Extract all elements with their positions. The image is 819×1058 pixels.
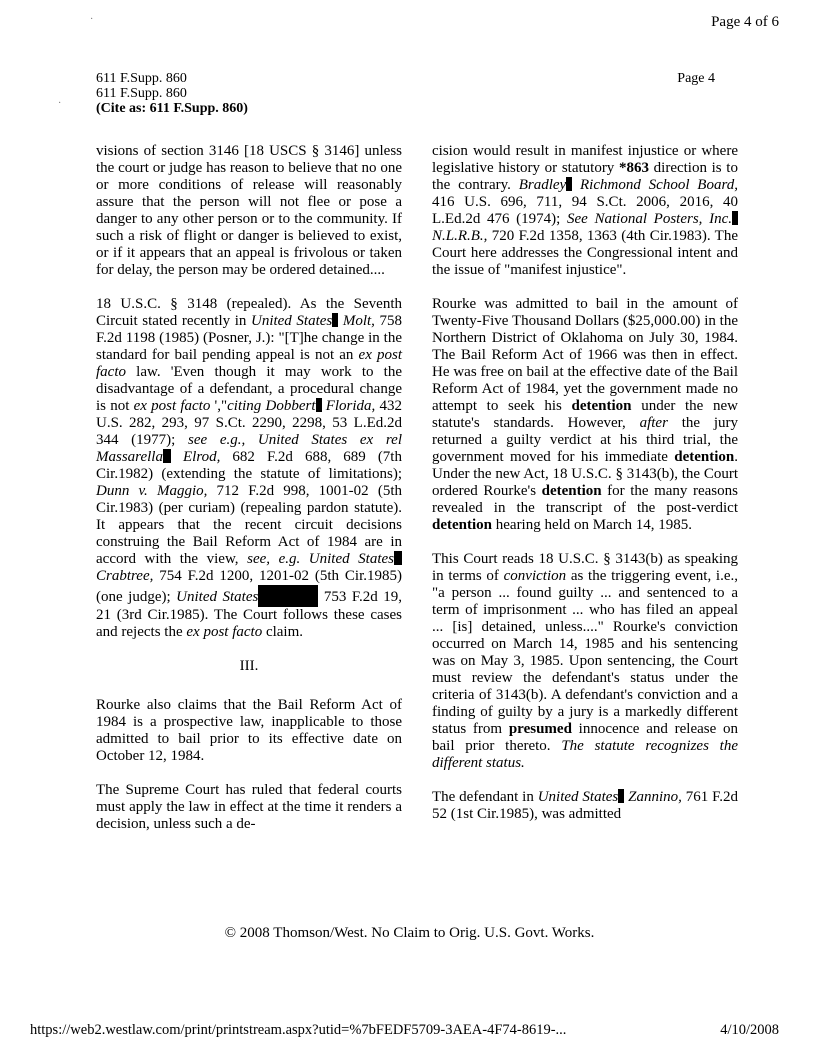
print-date: 4/10/2008 bbox=[720, 1022, 779, 1038]
section-heading: III. bbox=[239, 658, 259, 674]
cite-as-line: (Cite as: 611 F.Supp. 860) bbox=[96, 101, 248, 116]
paragraph: The defendant in United States Zannino, 761 F.2d 52 (1st Cir.1985), was admitted bbox=[432, 789, 738, 822]
page-number: Page 4 bbox=[677, 71, 715, 86]
citation-line: 611 F.Supp. 860 bbox=[96, 86, 187, 101]
redaction-bar bbox=[732, 211, 738, 225]
citation-line: 611 F.Supp. 860 bbox=[96, 71, 187, 86]
paragraph: The Supreme Court has ruled that federal courts must apply the law in effect at the time it renders a decision, unless such a de- bbox=[96, 782, 402, 832]
right-column bbox=[432, 143, 738, 840]
redaction-bar bbox=[394, 551, 402, 565]
star-page-marker: *863 bbox=[618, 160, 649, 176]
citation-block bbox=[96, 71, 248, 116]
left-column bbox=[96, 143, 402, 850]
redaction-bar bbox=[163, 449, 171, 463]
paragraph: Rourke also claims that the Bail Reform Act of 1984 is a prospective law, inapplicable to those admitted to bail prior to its effective date on October 12, 1984. bbox=[96, 697, 402, 764]
page-of-counter: Page 4 of 6 bbox=[711, 14, 779, 30]
paragraph: This Court reads 18 U.S.C. § 3143(b) as speaking in terms of conviction as the triggering event, i.e., "a person ... found guilty ... and sentenced to a term of imprisonment ... who has filed an appeal ... [is] detained, unless...." Rourke's conviction occurred on March 14, 1985 and his sentencing was on May 3, 1985. Upon sentencing, the Court must review the defendant's status under the criteria of 3143(b). A defendant's conviction and a finding of guilty by a jury is a markedly different status from presumed innocence and release on bail prior thereto. The statute recognizes the different status. bbox=[432, 551, 739, 771]
copyright-footer: © 2008 Thomson/West. No Claim to Orig. U.S. Govt. Works. bbox=[224, 925, 595, 941]
redaction-bar bbox=[258, 585, 318, 607]
paragraph: Rourke was admitted to bail in the amount of Twenty-Five Thousand Dollars ($25,000.00) in the Northern District of Oklahoma on July 30, 1984. The Bail Reform Act of 1966 was then in effect. He was free on bail at the effective date of the Bail Reform Act of 1984, yet the government made no attempt to seek his detention under the new statute's standards. However, after the jury returned a guilty verdict at his third trial, the government moved for his immediate detention. Under the new Act, 18 U.S.C. § 3143(b), the Court ordered Rourke's detention for the many reasons revealed in the transcript of the post-verdict detention hearing held on March 14, 1985. bbox=[432, 296, 739, 533]
print-url: https://web2.westlaw.com/print/printstream.aspx?utid=%7bFEDF5709-3AEA-4F74-8619-... bbox=[30, 1022, 567, 1038]
scan-mark: · bbox=[58, 98, 62, 109]
paragraph: 18 U.S.C. § 3148 (repealed). As the Seventh Circuit stated recently in United States Molt, 758 F.2d 1198 (1985) (Posner, J.): "[T]he change in the standard for bail pending appeal is not an ex post facto law. 'Even though it may work to the disadvantage of a defendant, a procedural change is not ex post facto ',"citing Dobbert Florida, 432 U.S. 282, 293, 97 S.Ct. 2290, 2298, 53 L.Ed.2d 344 (1977); see e.g., United States ex rel Massarella Elrod, 682 F.2d 688, 689 (7th Cir.1982) (extending the statute of limitations); Dunn v. Maggio, 712 F.2d 998, 1001-02 (5th Cir.1983) (per curiam) (repealing pardon statute). It appears that the recent circuit decisions construing the Bail Reform Act of 1984 are in accord with the view, see, e.g. United States Crabtree, 754 F.2d 1200, 1201-02 (5th Cir.1985) (one judge); United States 753 F.2d 19, 21 (3rd Cir.1985). The Court follows these cases and rejects the ex post facto claim. bbox=[96, 296, 403, 640]
scan-mark: · bbox=[90, 14, 94, 25]
paragraph: cision would result in manifest injustice or where legislative history or statutory *863 direction is to the contrary. Bradley Richmond School Board, 416 U.S. 696, 711, 94 S.Ct. 2006, 2016, 40 L.Ed.2d 476 (1974); See National Posters, Inc. N.L.R.B., 720 F.2d 1358, 1363 (4th Cir.1983). The Court here addresses the Congressional intent and the issue of "manifest injustice". bbox=[432, 143, 738, 278]
paragraph: visions of section 3146 [18 USCS § 3146] unless the court or judge has reason to believe that no one or more conditions of release will reasonably assure that the person will not flee or pose a danger to any other person or to the community. If such a risk of flight or danger is believed to exist, or if it appears that an appeal is frivolous or taken for delay, the person may be ordered detained.... bbox=[96, 143, 402, 278]
